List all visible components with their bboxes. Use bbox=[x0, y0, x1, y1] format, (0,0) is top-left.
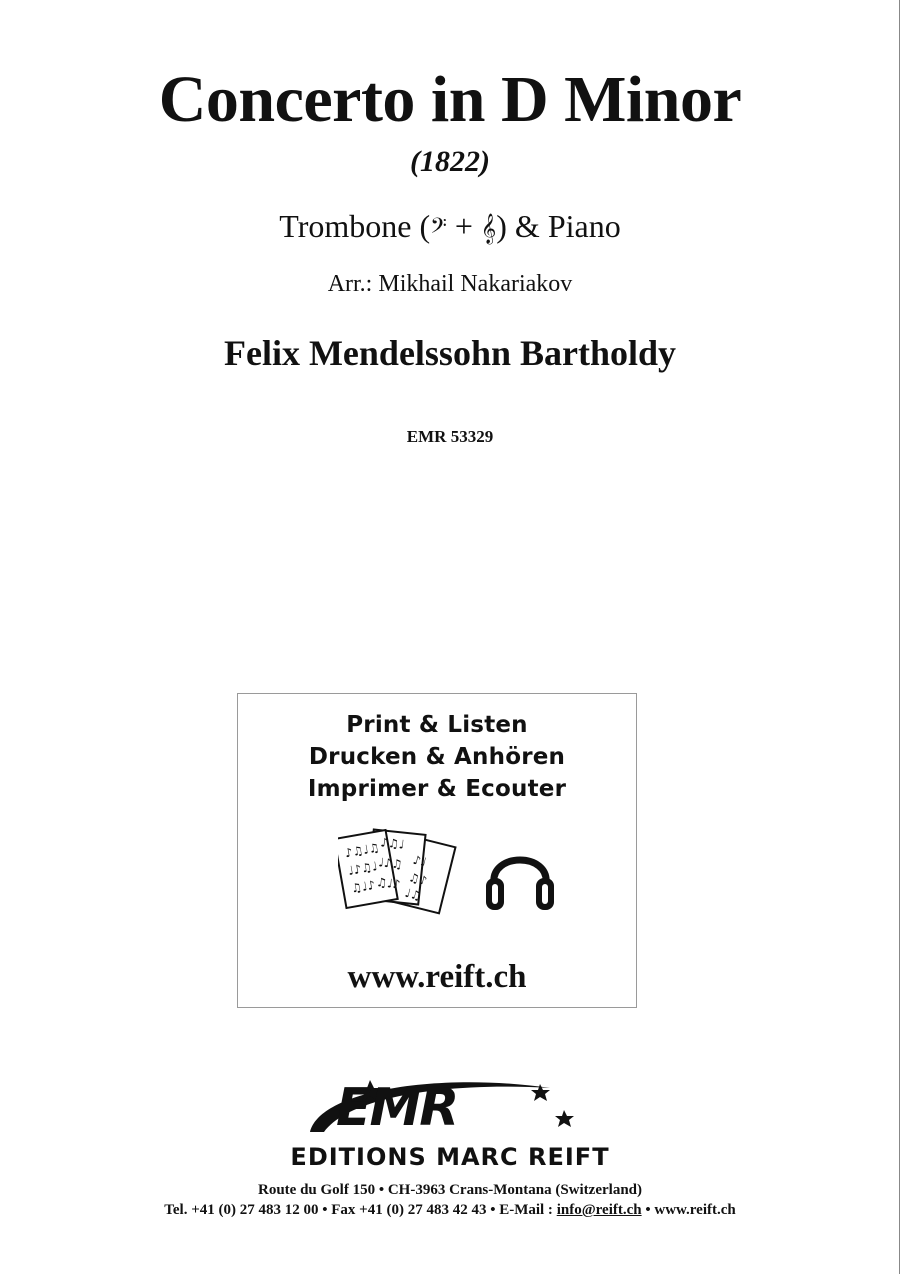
svg-text:♪♫♩: ♪♫♩ bbox=[379, 835, 406, 852]
publisher-address: Route du Golf 150 • CH-3963 Crans-Montana (Switzerland) bbox=[258, 1182, 642, 1198]
promo-line-english: Print & Listen bbox=[346, 712, 528, 738]
treble-clef-icon: 𝄞 bbox=[480, 214, 497, 244]
email-link[interactable]: info@reift.ch bbox=[556, 1202, 642, 1218]
promo-line-german: Drucken & Anhören bbox=[308, 744, 566, 770]
instrumentation bbox=[0, 205, 900, 250]
print-listen-box[interactable] bbox=[237, 693, 637, 1008]
contact-phone-fax: Tel. +41 (0) 27 483 12 00 • Fax +41 (0) 27 483 42 43 • E-Mail : bbox=[164, 1202, 557, 1218]
emr-logo-text: EMR bbox=[336, 1078, 458, 1138]
svg-text:♪♫♩♫: ♪♫♩♫ bbox=[343, 840, 381, 861]
headphones-icon bbox=[484, 834, 556, 916]
svg-text:♪♩: ♪♩ bbox=[411, 852, 428, 870]
publisher-name: EDITIONS MARC REIFT bbox=[290, 1143, 610, 1171]
svg-text:♩♪♫♩: ♩♪♫♩ bbox=[346, 859, 379, 879]
sheet-music-icon bbox=[338, 826, 468, 926]
instrumentation-suffix: ) & Piano bbox=[496, 208, 621, 244]
svg-text:♫♩♪: ♫♩♪ bbox=[375, 875, 401, 892]
arranger: Arr.: Mikhail Nakariakov bbox=[327, 271, 573, 297]
svg-text:♫♩♪: ♫♩♪ bbox=[350, 877, 377, 896]
promo-line-french: Imprimer & Ecouter bbox=[307, 776, 567, 802]
bass-clef-icon: 𝄢 bbox=[430, 214, 447, 244]
instrumentation-prefix: Trombone ( bbox=[279, 208, 431, 244]
svg-text:♩♪♫: ♩♪♫ bbox=[377, 855, 404, 872]
instrumentation-plus: + bbox=[446, 208, 481, 244]
composition-year: (1822) bbox=[410, 145, 490, 178]
publisher-contact bbox=[0, 1200, 900, 1220]
svg-text:♫♪: ♫♪ bbox=[407, 870, 429, 889]
contact-website[interactable]: • www.reift.ch bbox=[641, 1202, 736, 1218]
website-link[interactable]: www.reift.ch bbox=[347, 959, 527, 995]
svg-text:♩♫: ♩♫ bbox=[403, 885, 423, 904]
composer: Felix Mendelssohn Bartholdy bbox=[223, 333, 677, 373]
catalog-number: EMR 53329 bbox=[406, 427, 494, 446]
page-title: Concerto in D Minor bbox=[158, 63, 742, 136]
